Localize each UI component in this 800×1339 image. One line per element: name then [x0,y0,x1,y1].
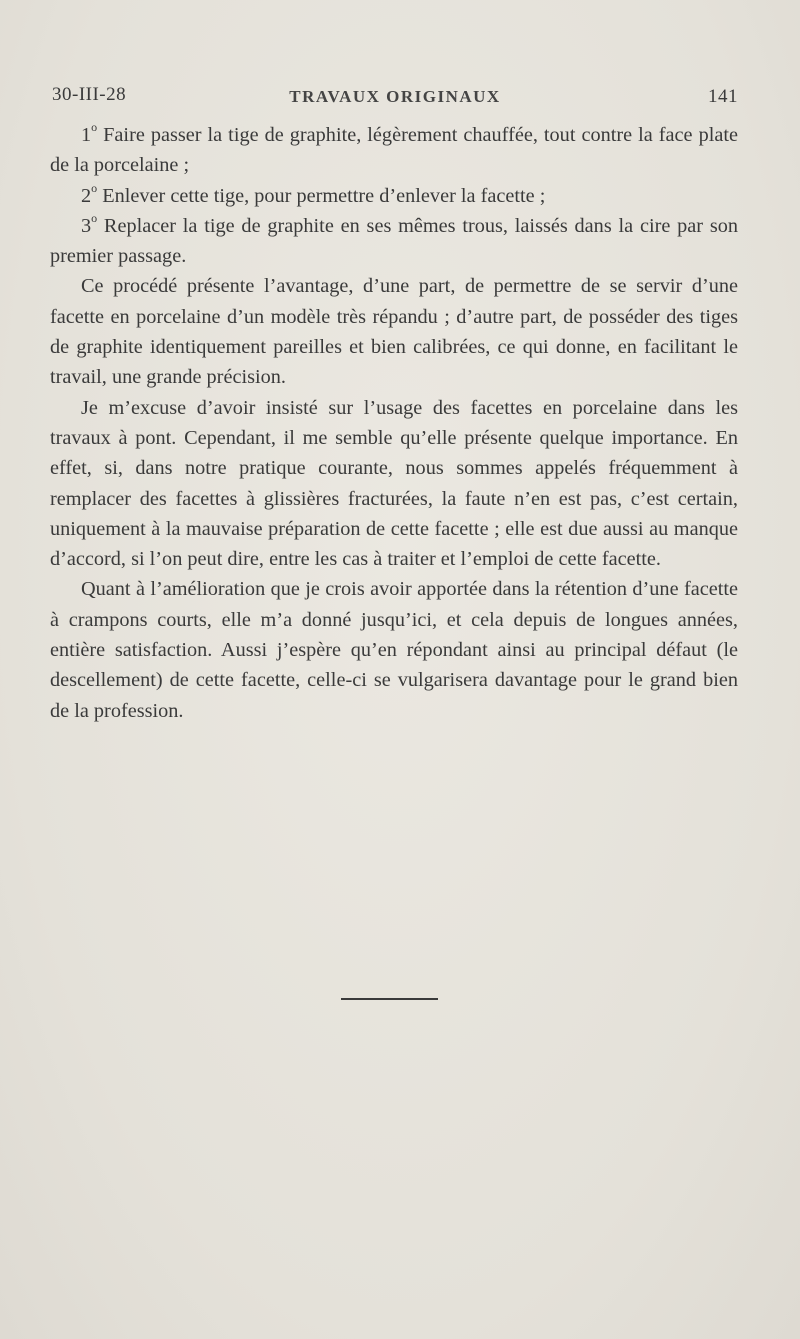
item-number: 2 [81,184,92,207]
item-number: 3 [81,214,92,237]
page-number: 141 [708,86,738,107]
item-number: 1 [81,124,92,146]
list-item [50,120,738,181]
item-ordinal: o [91,180,98,195]
paragraph: Je m’excuse d’avoir insisté sur l’usage des facettes en porcelaine dans les travaux à pont. Cependant, il me semble qu’elle présente quelque importance. En effet, si, dans notre pratique courante, nous sommes appelés fréquemment à remplacer des facettes à glissières fracturées, la faute n’en est pas, c’est certain, uniquement à la mauvaise préparation de cette facette ; elle est due aussi au manque d’accord, si l’on peut dire, entre les cas à traiter et l’emploi de cette facette. [50,396,738,571]
running-header [52,80,738,114]
item-text: Replacer la tige de graphite en ses mêmes trous, laissés dans la cire par son premier passage. [50,214,738,268]
header-title: TRAVAUX ORIGINAUX [289,87,501,106]
item-ordinal: o [91,211,98,226]
item-text: Enlever cette tige, pour permettre d’enlever la facette ; [97,184,546,207]
body-text [50,120,738,726]
item-text: Faire passer la tige de graphite, légèrement chauffée, tout contre la face plate de la porcelaine ; [50,124,738,177]
item-ordinal: o [91,120,98,135]
header-date: 30-III-28 [52,84,127,105]
paragraph: Quant à l’amélioration que je crois avoir apportée dans la rétention d’une facette à crampons courts, elle m’a donné jusqu’ici, et cela depuis de longues années, entière satisfaction. Aussi j’espère qu’en répondant ainsi au principal défaut (le descellement) de cette facette, celle-ci se vulgarisera davantage pour le grand bien de la profession. [50,578,738,722]
list-item [50,181,738,211]
section-end-rule [341,998,438,1000]
list-item [50,211,738,272]
paragraph: Ce procédé présente l’avantage, d’une part, de permettre de se servir d’une facette en porcelaine d’un modèle très répandu ; d’autre part, de posséder des tiges de graphite identiquement pareilles et bien calibrées, ce qui donne, en facilitant le travail, une grande précision. [50,275,738,389]
